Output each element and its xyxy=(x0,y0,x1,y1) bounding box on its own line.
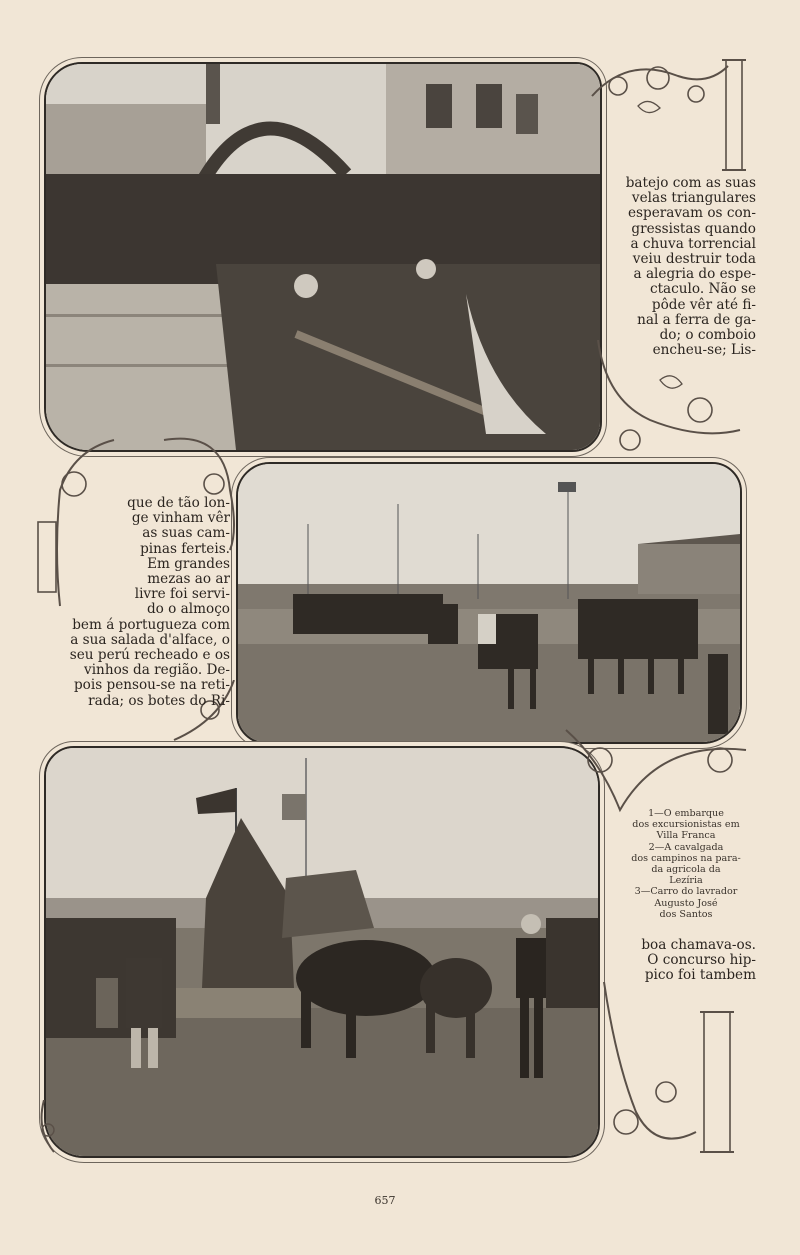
caption-line: dos campinos na para- xyxy=(631,852,741,864)
text-line: batejo com as suas xyxy=(625,175,756,191)
text-line: nal a ferra de ga- xyxy=(637,311,756,328)
text-line: ge vinham vêr xyxy=(131,510,230,527)
caption-line: Augusto José xyxy=(654,897,718,909)
text-line: vinhos da região. De- xyxy=(84,662,230,679)
photo-cavalgada xyxy=(236,462,742,744)
text-line: O concurso hip- xyxy=(647,952,756,969)
caption-line: Lezíria xyxy=(669,875,703,887)
text-line: pinas ferteis. xyxy=(140,540,230,557)
text-line: rada; os botes do Ri- xyxy=(88,692,230,709)
caption-line: dos Santos xyxy=(659,908,713,920)
caption-line: dos excursionistas em xyxy=(632,819,740,831)
text-line: do o almoço xyxy=(146,601,230,618)
text-line: gressistas quando xyxy=(631,220,756,237)
text-line: encheu-se; Lis- xyxy=(652,342,756,359)
text-line: livre foi servi- xyxy=(134,586,230,603)
caption-line: 1—O embarque xyxy=(648,808,724,819)
photo-carro xyxy=(44,746,600,1158)
text-line: a chuva torrencial xyxy=(630,235,756,252)
text-column-right-bottom xyxy=(610,938,756,984)
caption-line: Villa Franca xyxy=(656,830,716,842)
text-line: pôde vêr até fi- xyxy=(651,296,756,313)
text-line: pico foi tambem xyxy=(644,967,756,984)
caption-line: 2—A cavalgada xyxy=(648,841,724,853)
text-line: ctaculo. Não se xyxy=(649,281,756,298)
text-line: Em grandes xyxy=(147,555,230,572)
text-column-left xyxy=(38,496,230,709)
floral-ornament-bottom-right xyxy=(596,982,750,1160)
page-number: 657 xyxy=(374,1194,396,1207)
text-line: seu perú recheado e os xyxy=(69,647,230,664)
text-line: pois pensou-se na reti- xyxy=(73,677,230,694)
text-line: esperavam os con- xyxy=(628,205,756,222)
text-line: do; o comboio xyxy=(659,327,756,344)
photo-captions xyxy=(610,808,762,920)
text-line: a alegria do espe- xyxy=(633,266,756,283)
photo-embarque xyxy=(44,62,602,452)
floral-ornament-bottom-left xyxy=(34,1100,74,1156)
text-line: bem á portugueza com xyxy=(72,616,230,633)
text-line: a sua salada d'alface, o xyxy=(70,631,230,648)
text-line: velas triangulares xyxy=(631,190,756,207)
text-line: as suas cam- xyxy=(142,525,230,542)
caption-line: da agricola da xyxy=(651,864,721,876)
text-line: veiu destruir toda xyxy=(632,251,756,268)
caption-line: 3—Carro do lavrador xyxy=(634,886,738,898)
text-line: boa chamava-os. xyxy=(641,937,756,953)
text-line: mezas ao ar xyxy=(147,571,230,588)
floral-ornament-top-right xyxy=(588,56,752,180)
text-column-right-top xyxy=(622,176,756,358)
text-line: que de tão lon- xyxy=(127,495,230,511)
